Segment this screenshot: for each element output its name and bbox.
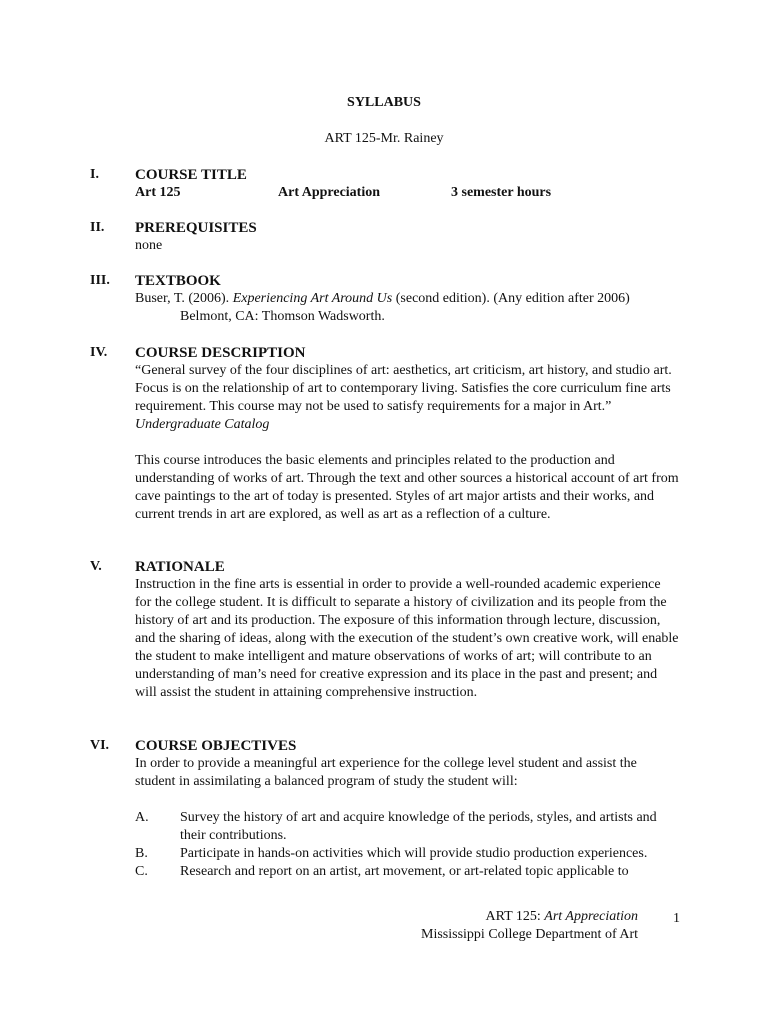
- footer-department: Mississippi College Department of Art: [421, 927, 638, 942]
- document-title: SYLLABUS: [347, 95, 421, 110]
- page-number: 1: [673, 911, 680, 926]
- page-footer: [420, 908, 680, 944]
- section-heading: TEXTBOOK: [135, 273, 221, 289]
- list-item-letter: B.: [135, 846, 148, 861]
- footer-course: [420, 908, 680, 926]
- textbook-citation: [135, 290, 695, 308]
- catalog-description: [135, 362, 680, 434]
- list-item: [135, 809, 680, 845]
- section-numeral: IV.: [90, 345, 108, 360]
- section-numeral: V.: [90, 559, 102, 574]
- section-heading: COURSE OBJECTIVES: [135, 738, 297, 754]
- section-heading: COURSE DESCRIPTION: [135, 345, 306, 361]
- catalog-quote: “General survey of the four disciplines of art: aesthetics, art criticism, art history, and studio art. Focus is on the relationship of art to contemporary living. Satisfies the core curriculum fine arts requirement. This course may not be used to satisfy requirements for a major in Art.”: [135, 363, 672, 414]
- rationale-paragraph: Instruction in the fine arts is essential in order to provide a well-rounded academic experience for the college student. It is difficult to separate a history of civilization and its people from the history of art and its production. The exposure of this information through lecture, discussion, and the sharing of ideas, along with the execution of the student’s own creative work, will enable the student to make intelligent and mature observations of works of art; will contribute to an understanding of man’s need for creative expression and its place in the past and present; and will assist the student in attaining comprehensive instruction.: [135, 577, 679, 700]
- objectives-intro: In order to provide a meaningful art experience for the college level student and assist the student in assimilating a balanced program of study the student will:: [135, 756, 637, 789]
- footer-course-title: Art Appreciation: [544, 909, 638, 924]
- list-item-text: Participate in hands-on activities which will provide studio production experiences.: [180, 846, 648, 861]
- citation-title: Experiencing Art Around Us: [232, 291, 393, 306]
- list-item: [135, 845, 680, 863]
- list-item: [135, 863, 680, 881]
- section-numeral: I.: [90, 167, 99, 182]
- list-item-text: Research and report on an artist, art movement, or art-related topic applicable to: [180, 864, 629, 879]
- list-item-letter: A.: [135, 810, 149, 825]
- citation-edition: (second edition). (Any edition after 2006): [392, 291, 630, 306]
- section-numeral: VI.: [90, 738, 110, 753]
- list-item-text: Survey the history of art and acquire knowledge of the periods, styles, and artists and their contributions.: [180, 810, 657, 843]
- citation-publisher: Belmont, CA: Thomson Wadsworth.: [180, 309, 385, 324]
- objectives-list: [135, 809, 680, 881]
- prerequisites-text: none: [135, 238, 163, 253]
- document-subtitle: ART 125-Mr. Rainey: [324, 131, 444, 146]
- footer-course-prefix: ART 125:: [485, 909, 545, 924]
- section-numeral: II.: [90, 220, 105, 235]
- credit-hours: 3 semester hours: [451, 185, 552, 200]
- section-heading: COURSE TITLE: [135, 167, 247, 183]
- section-heading: RATIONALE: [135, 559, 225, 575]
- section-heading: PREREQUISITES: [135, 220, 257, 236]
- course-name: Art Appreciation: [278, 185, 381, 200]
- citation-author: Buser, T. (2006).: [135, 291, 233, 306]
- course-code: Art 125: [135, 185, 181, 200]
- section-numeral: III.: [90, 273, 110, 288]
- course-description-paragraph: This course introduces the basic elements and principles related to the production and understanding of works of art. Through the text and other sources a historical account of art from cave paintings to the art of today is presented. Styles of art major artists and their works, and current trends in art are explored, as well as art as a reflection of a culture.: [135, 453, 679, 522]
- course-title-row: [135, 184, 680, 202]
- list-item-letter: C.: [135, 864, 148, 879]
- catalog-source: Undergraduate Catalog: [135, 417, 270, 432]
